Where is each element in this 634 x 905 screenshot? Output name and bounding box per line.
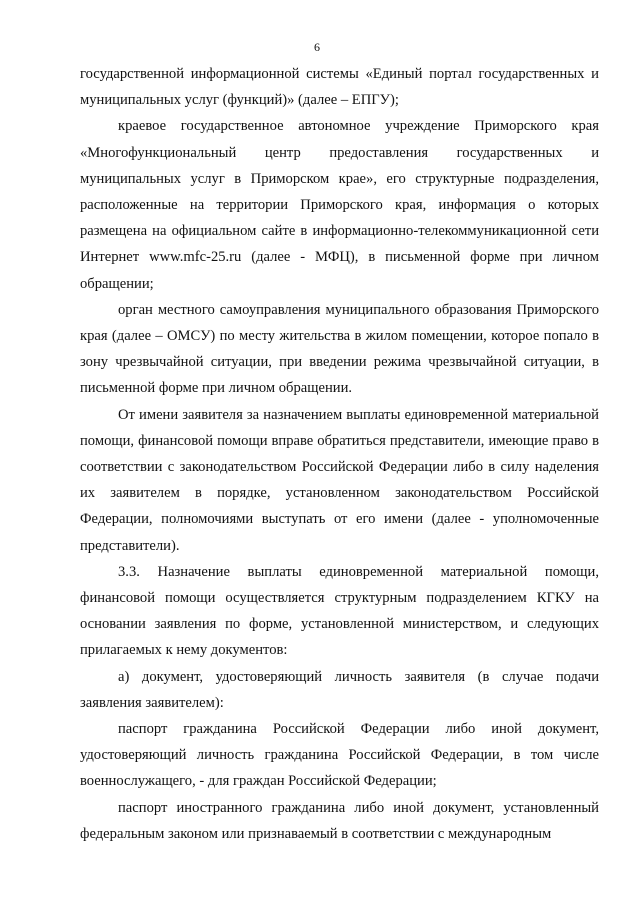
paragraph-epgu: государственной информационной системы «Единый портал государственных и муниципальных услуг (функций)» (далее – ЕПГУ); bbox=[80, 66, 599, 109]
document-body bbox=[80, 61, 599, 847]
paragraph-omsu: орган местного самоуправления муниципального образования Приморского края (далее – ОМСУ) по месту жительства в жилом помещении, которое попало в зону чрезвычайной ситуации, при введении режима чрезвычайной ситуации, в письменной форме при личном обращении. bbox=[80, 301, 599, 397]
page-number: 6 bbox=[314, 40, 320, 54]
paragraph-passport-foreign: паспорт иностранного гражданина либо иной документ, установленный федеральным законом или признаваемый в соответствии с международным bbox=[80, 799, 599, 842]
paragraph-3-3: 3.3. Назначение выплаты единовременной материальной помощи, финансовой помощи осуществляется структурным подразделением КГКУ на основании заявления по форме, установленной министерством, и следующих прилагаемых к нему документов: bbox=[80, 563, 599, 659]
paragraph-passport-rf: паспорт гражданина Российской Федерации либо иной документ, удостоверяющий личность гражданина Российской Федерации, в том числе военнослужащего, - для граждан Российской Федерации; bbox=[80, 721, 599, 790]
paragraph-item-a: а) документ, удостоверяющий личность заявителя (в случае подачи заявления заявителем): bbox=[80, 668, 599, 711]
paragraph-mfc: краевое государственное автономное учреждение Приморского края «Многофункциональный центр предоставления государственных и муниципальных услуг в Приморском крае», его структурные подразделения, расположенные на территории Приморского края, информация о которых размещена на официальном сайте в информационно-телекоммуникационной сети Интернет www.mfc-25.ru (далее - МФЦ), в письменной форме при личном обращении; bbox=[80, 118, 599, 292]
paragraph-representatives: От имени заявителя за назначением выплаты единовременной материальной помощи, финансовой помощи вправе обратиться представители, имеющие право в соответствии с законодательством Российской Федерации либо в силу наделения их заявителем в порядке, установленном законодательством Российской Федерации, полномочиями выступать от его имени (далее - уполномоченные представители). bbox=[80, 406, 599, 554]
